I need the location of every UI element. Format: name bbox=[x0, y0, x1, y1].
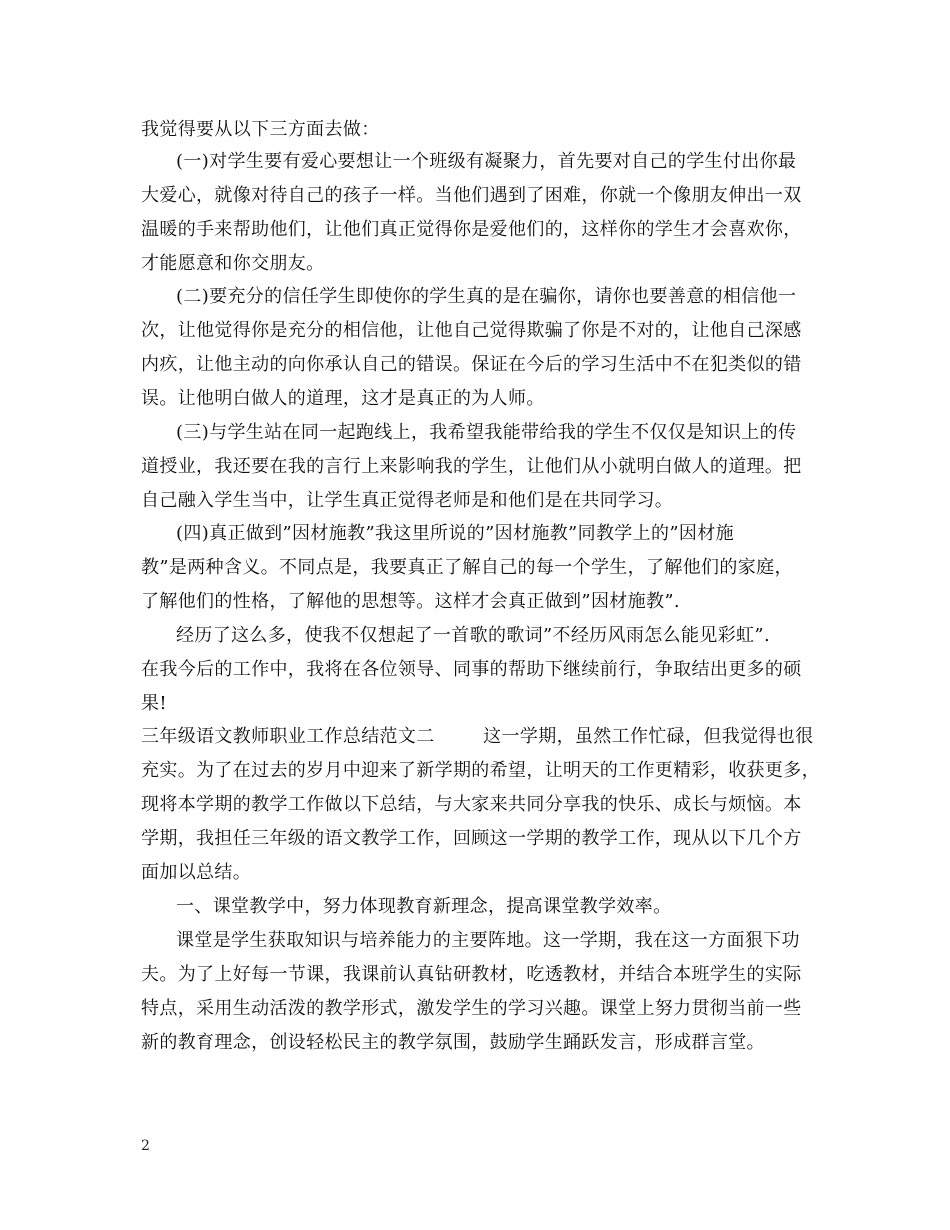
text-line: (一)对学生要有爱心要想让一个班级有凝聚力，首先要对自己的学生付出你最 bbox=[176, 151, 797, 172]
text-line: 特点，采用生动活泼的教学形式，激发学生的学习兴趣。课堂上努力贯彻当前一些 bbox=[141, 998, 802, 1019]
text-line: 温暖的手来帮助他们，让他们真正觉得你是爱他们的，这样你的学生才会喜欢你， bbox=[141, 219, 802, 240]
text-line: 现将本学期的教学工作做以下总结，与大家来共同分享我的快乐、成长与烦恼。本 bbox=[141, 794, 802, 815]
text-line: (四)真正做到”因材施教”我这里所说的”因材施教”同教学上的”因材施 bbox=[176, 523, 734, 544]
text-line: 一、课堂教学中，努力体现教育新理念，提高课堂教学效率。 bbox=[176, 896, 672, 917]
text-line: 夫。为了上好每一节课，我课前认真钻研教材，吃透教材，并结合本班学生的实际 bbox=[141, 964, 802, 985]
text-line: 课堂是学生获取知识与培养能力的主要阵地。这一学期，我在这一方面狠下功 bbox=[176, 930, 800, 951]
text-line: (二)要充分的信任学生即使你的学生真的是在骗你，请你也要善意的相信他一 bbox=[176, 286, 797, 307]
text-line: 在我今后的工作中，我将在各位领导、同事的帮助下继续前行，争取结出更多的硕 bbox=[141, 659, 802, 680]
text-line: 经历了这么多，使我不仅想起了一首歌的歌词”不经历风雨怎么能见彩虹”. bbox=[176, 625, 771, 646]
text-line: 充实。为了在过去的岁月中迎来了新学期的希望，让明天的工作更精彩，收获更多， bbox=[141, 760, 820, 781]
text-line: 自己融入学生当中，让学生真正觉得老师是和他们是在共同学习。 bbox=[141, 490, 674, 511]
text-line: 新的教育理念，创设轻松民主的教学氛围，鼓励学生踊跃发言，形成群言堂。 bbox=[141, 1032, 765, 1053]
text-line: 学期，我担任三年级的语文教学工作，回顾这一学期的教学工作，现从以下几个方 bbox=[141, 828, 802, 849]
text-line: 内疚，让他主动的向你承认自己的错误。保证在今后的学习生活中不在犯类似的错 bbox=[141, 354, 802, 375]
text-line: 才能愿意和你交朋友。 bbox=[141, 253, 325, 274]
text-line: 了解他们的性格，了解他的思想等。这样才会真正做到”因材施教”. bbox=[141, 591, 680, 612]
text-line: 三年级语文教师职业工作总结范文二 这一学期，虽然工作忙碌，但我觉得也很 bbox=[141, 726, 814, 747]
text-line: 道授业，我还要在我的言行上来影响我的学生，让他们从小就明白做人的道理。把 bbox=[141, 456, 802, 477]
text-line: 我觉得要从以下三方面去做： bbox=[141, 119, 380, 140]
text-line: 次，让他觉得你是充分的相信他，让他自己觉得欺骗了你是不对的，让他自己深感 bbox=[141, 320, 802, 341]
text-line: 教”是两种含义。不同点是，我要真正了解自己的每一个学生，了解他们的家庭， bbox=[141, 557, 793, 578]
text-line: 大爱心，就像对待自己的孩子一样。当他们遇到了困难，你就一个像朋友伸出一双 bbox=[141, 185, 802, 206]
text-line: 果! bbox=[141, 693, 167, 714]
text-line: 面加以总结。 bbox=[141, 862, 252, 883]
text-line: (三)与学生站在同一起跑线上，我希望我能带给我的学生不仅仅是知识上的传 bbox=[176, 422, 797, 443]
text-line: 误。让他明白做人的道理，这才是真正的为人师。 bbox=[141, 388, 545, 409]
page-number: 2 bbox=[141, 1138, 150, 1154]
